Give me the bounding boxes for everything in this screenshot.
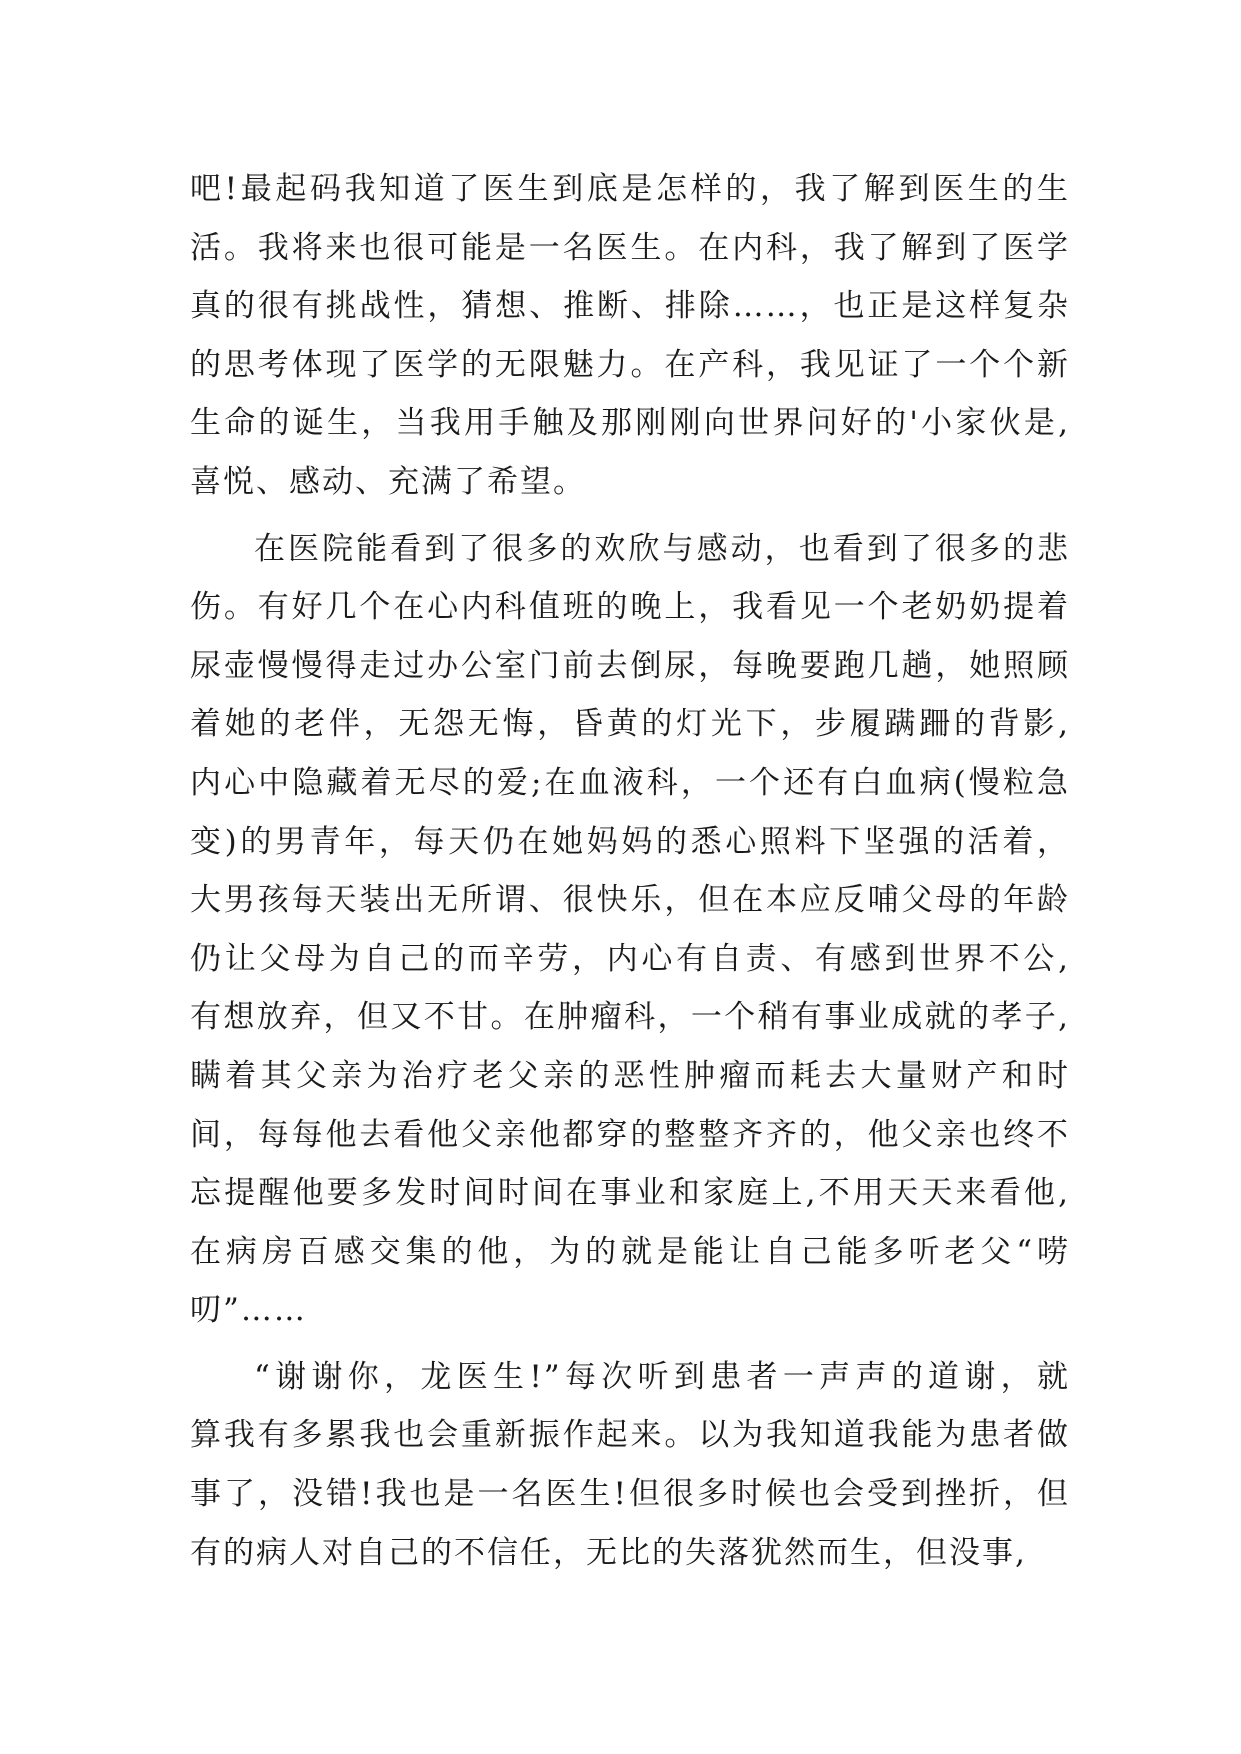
text-line: “谢谢你，龙医生!”每次听到患者一声声的道谢，就 (254, 1358, 1070, 1395)
text-line: 瞒着其父亲为治疗老父亲的恶性肿瘤而耗去大量财产和时 (190, 1057, 1070, 1094)
text-line: 事了，没错!我也是一名医生!但很多时候也会受到挫折，但 (190, 1476, 1070, 1513)
document-body (190, 160, 1070, 1582)
text-line: 在医院能看到了很多的欢欣与感动，也看到了很多的悲 (254, 530, 1070, 567)
text-line: 大男孩每天装出无所谓、很快乐，但在本应反哺父母的年龄 (190, 882, 1070, 919)
paragraph (190, 520, 1070, 1340)
text-line: 生命的诞生，当我用手触及那刚刚向世界问好的'小家伙是, (190, 405, 1070, 442)
text-line: 在病房百感交集的他，为的就是能让自己能多听老父“唠 (190, 1233, 1070, 1270)
text-line: 着她的老伴，无怨无悔，昏黄的灯光下，步履蹒跚的背影, (190, 706, 1070, 743)
text-line: 有的病人对自己的不信任，无比的失落犹然而生，但没事, (190, 1534, 1027, 1571)
text-line: 尿壶慢慢得走过办公室门前去倒尿，每晚要跑几趟，她照顾 (190, 647, 1070, 684)
paragraph (190, 1348, 1070, 1582)
text-line: 间，每每他去看他父亲他都穿的整整齐齐的，他父亲也终不 (190, 1116, 1070, 1153)
text-line: 喜悦、感动、充满了希望。 (190, 463, 586, 500)
text-line: 伤。有好几个在心内科值班的晚上，我看见一个老奶奶提着 (190, 589, 1070, 626)
text-line: 忘提醒他要多发时间时间在事业和家庭上,不用天天来看他, (190, 1175, 1070, 1212)
text-line: 吧!最起码我知道了医生到底是怎样的，我了解到医生的生 (190, 171, 1070, 207)
text-line: 活。我将来也很可能是一名医生。在内科，我了解到了医学 (190, 229, 1070, 266)
text-line: 真的很有挑战性，猜想、推断、排除……，也正是这样复杂 (190, 288, 1070, 325)
text-line: 叨”…… (190, 1292, 307, 1329)
text-line: 内心中隐藏着无尽的爱;在血液科，一个还有白血病(慢粒急 (190, 764, 1070, 801)
paragraph (190, 160, 1070, 512)
paragraph-gap (190, 512, 1070, 520)
text-line: 算我有多累我也会重新振作起来。以为我知道我能为患者做 (190, 1417, 1070, 1454)
text-line: 的思考体现了医学的无限魅力。在产科，我见证了一个个新 (190, 346, 1070, 383)
text-line: 变)的男青年，每天仍在她妈妈的悉心照料下坚强的活着， (190, 823, 1070, 860)
text-line: 仍让父母为自己的而辛劳，内心有自责、有感到世界不公, (190, 940, 1070, 977)
text-line: 有想放弃，但又不甘。在肿瘤科，一个稍有事业成就的孝子, (190, 999, 1070, 1036)
paragraph-gap (190, 1340, 1070, 1348)
